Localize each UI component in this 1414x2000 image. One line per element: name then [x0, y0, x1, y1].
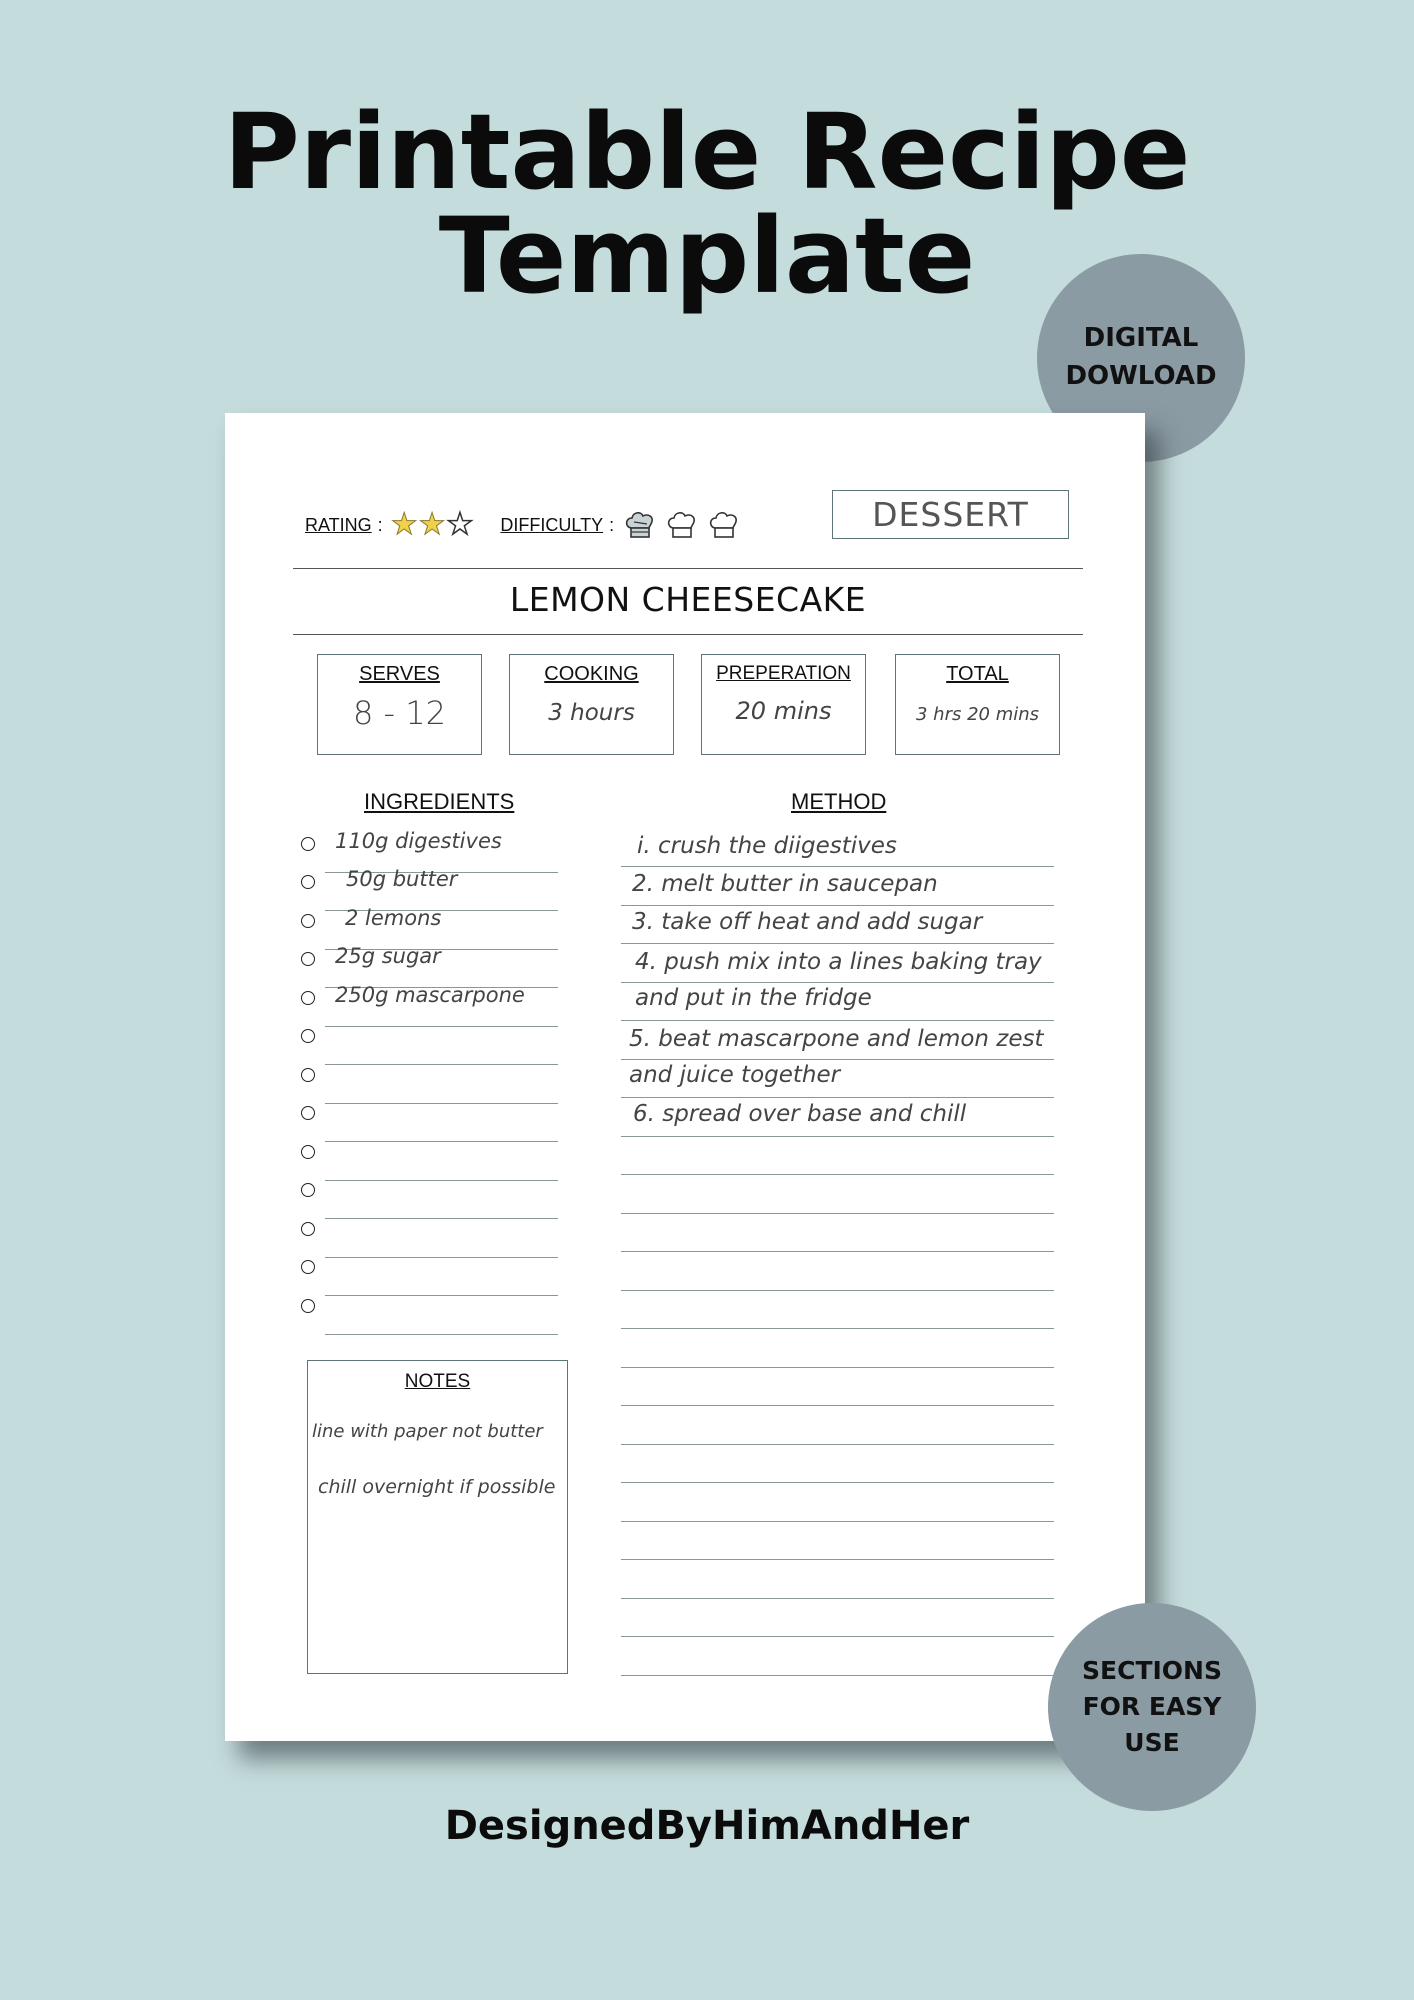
method-step[interactable]: and put in the fridge — [635, 985, 872, 1011]
note-text: line with paper not butter — [312, 1421, 543, 1442]
ingredient-row[interactable] — [301, 1220, 784, 1258]
serves-label: SERVES — [359, 663, 440, 685]
ingredient-row[interactable] — [301, 1143, 784, 1181]
checkbox-circle-icon[interactable] — [301, 1260, 315, 1274]
colon: : — [377, 514, 383, 535]
checkbox-circle-icon[interactable] — [301, 991, 315, 1005]
notes-heading: NOTES — [404, 1371, 471, 1392]
ingredients-heading: INGREDIENTS — [364, 789, 515, 814]
method-step[interactable]: 5. beat mascarpone and lemon zest — [629, 1026, 1044, 1052]
colon: : — [609, 514, 615, 535]
checkbox-circle-icon[interactable] — [301, 1222, 315, 1236]
ingredient-text: 25g sugar — [335, 944, 441, 968]
checkbox-circle-icon[interactable] — [301, 952, 315, 966]
preparation-label: PREPERATION — [716, 663, 851, 684]
badge-line: DOWLOAD — [1065, 361, 1217, 391]
total-label: TOTAL — [946, 663, 1009, 685]
divider — [293, 568, 1083, 569]
method-step[interactable]: 2. melt butter in saucepan — [632, 871, 938, 897]
star-filled-icon[interactable]: ★ — [418, 507, 446, 542]
method-line — [621, 982, 1054, 983]
method-line — [621, 1059, 1054, 1060]
sections-badge — [1048, 1603, 1256, 1811]
method-line — [621, 1598, 1054, 1599]
method-line — [621, 1636, 1054, 1637]
checkbox-circle-icon[interactable] — [301, 1299, 315, 1313]
ingredient-text: 250g mascarpone — [335, 983, 525, 1007]
ingredient-text: 110g digestives — [335, 829, 502, 853]
ingredient-row[interactable] — [301, 1297, 784, 1335]
category-box[interactable]: DESSERT — [832, 490, 1069, 539]
method-line — [621, 1097, 1054, 1098]
method-line — [621, 866, 1054, 867]
method-line — [621, 1521, 1054, 1522]
badge-line: USE — [1124, 1728, 1180, 1758]
checkbox-circle-icon[interactable] — [301, 1068, 315, 1082]
cooking-value: 3 hours — [548, 700, 635, 726]
method-line — [621, 1174, 1054, 1175]
checkbox-circle-icon[interactable] — [301, 1145, 315, 1159]
rating-label: RATING — [305, 514, 372, 535]
rating-difficulty-row — [305, 505, 748, 545]
preparation-value: 20 mins — [735, 697, 832, 725]
method-line — [621, 1675, 1054, 1676]
method-step[interactable]: 6. spread over base and chill — [633, 1101, 967, 1127]
method-line — [621, 1213, 1054, 1214]
chef-hat-filled-icon[interactable] — [622, 507, 658, 543]
method-line — [621, 1482, 1054, 1483]
method-line — [621, 1405, 1054, 1406]
serves-value: 8 - 12 — [353, 694, 446, 732]
designer-credit: DesignedByHimAndHer — [444, 1803, 970, 1849]
preparation-box[interactable] — [701, 654, 866, 755]
checkbox-circle-icon[interactable] — [301, 875, 315, 889]
method-step[interactable]: 4. push mix into a lines baking tray — [635, 949, 1042, 975]
method-line — [621, 1290, 1054, 1291]
method-line — [621, 905, 1054, 906]
checkbox-circle-icon[interactable] — [301, 1106, 315, 1120]
badge-line: SECTIONS — [1082, 1655, 1222, 1685]
method-line — [621, 1251, 1054, 1252]
method-line — [621, 1444, 1054, 1445]
recipe-title[interactable]: LEMON CHEESECAKE — [509, 580, 867, 619]
cooking-label: COOKING — [544, 663, 639, 685]
ingredient-text: 50g butter — [346, 867, 458, 891]
method-line — [621, 1559, 1054, 1560]
badge-line: FOR EASY — [1082, 1691, 1222, 1721]
cooking-box[interactable] — [509, 654, 674, 755]
method-step[interactable]: and juice together — [629, 1062, 841, 1088]
checkbox-circle-icon[interactable] — [301, 914, 315, 928]
method-step[interactable]: i. crush the diigestives — [637, 833, 897, 859]
method-step[interactable]: 3. take off heat and add sugar — [632, 909, 983, 935]
method-line — [621, 943, 1054, 944]
page-title: Printable Recipe Template — [223, 91, 1191, 317]
chef-hat-icon[interactable] — [664, 507, 700, 543]
total-value: 3 hrs 20 mins — [915, 704, 1040, 725]
note-text: chill overnight if possible — [318, 1476, 556, 1498]
badge-line: DIGITAL — [1083, 323, 1199, 354]
divider — [293, 634, 1083, 635]
star-empty-icon[interactable]: ★ — [446, 507, 474, 542]
serves-box[interactable] — [317, 654, 482, 755]
method-line — [621, 1020, 1054, 1021]
total-box[interactable] — [895, 654, 1060, 755]
star-filled-icon[interactable]: ★ — [390, 507, 418, 542]
method-line — [621, 1136, 1054, 1137]
recipe-sheet — [225, 413, 1145, 1741]
method-heading: METHOD — [791, 789, 887, 814]
notes-box[interactable] — [307, 1360, 568, 1674]
checkbox-circle-icon[interactable] — [301, 1183, 315, 1197]
checkbox-circle-icon[interactable] — [301, 837, 315, 851]
method-line — [621, 1367, 1054, 1368]
ingredient-text: 2 lemons — [345, 906, 442, 930]
chef-hat-icon[interactable] — [706, 507, 742, 543]
difficulty-label: DIFFICULTY — [500, 514, 604, 535]
checkbox-circle-icon[interactable] — [301, 1029, 315, 1043]
method-line — [621, 1328, 1054, 1329]
